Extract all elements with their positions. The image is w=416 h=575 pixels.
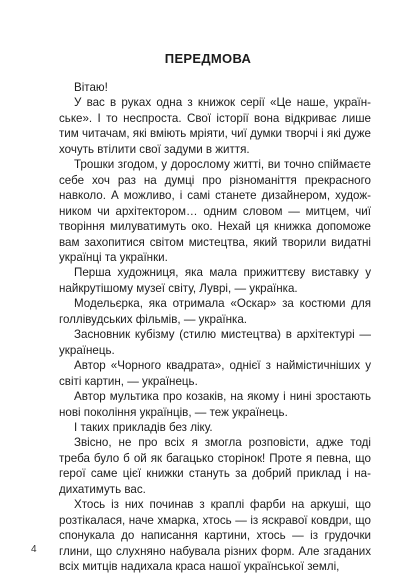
paragraph-heroes: Звісно, не про всіх я змогла розповісти, адже тоді треба було б ой як багацько сторінок! Проте я певна, що герої саме цієї книжки стануть за добрий приклад і надихатимуть вас. [59, 436, 371, 496]
paragraph-cubism-founder: Засновник кубізму (стилю мистецтва) в архітектурі — українець. [59, 328, 371, 357]
paragraph-greeting: Вітаю! [74, 81, 108, 94]
paragraph-cartoon-author: Автор мультика про козаків, на якому і нині зростають нові покоління українців, — теж українець. [59, 390, 371, 419]
paragraph-fashion-designer: Модельєрка, яка отримала «Оскар» за костюми для голлівудських фільмів, — українка. [59, 297, 371, 326]
foreword-text [59, 80, 371, 575]
paragraph-beginnings: Хтось із них починав з краплі фарби на аркуші, що розтікалася, наче хмарка, хтось — із яскравої ковдри, що спонукала до написання картини, хтось — із грудочки глини, що слухняно набувала різних форм. Але згаданих всіх митців надихала краса нашої української землі, [59, 498, 371, 574]
paragraph-adult-life: Трошки згодом, у дорослому житті, ви точно спіймаєте себе хоч раз на думці про різноманіття прекрасного навколо. А можливо, і самі станете дизайнером, художником чи архітектором… одним словом — митцем, чиї творіння милуватимуть око. Нехай ця книжка допоможе вам захопитися світом мистецтва, який творили видатні українці та українки. [59, 158, 371, 264]
paragraph-black-square: Автор «Чорного квадрата», однієї з найміcтичніших у світі картин, — українець. [59, 359, 371, 388]
paragraph-many-examples: І таких прикладів без ліку. [74, 420, 213, 434]
paragraph-series-intro: У вас в руках одна з книжок серії «Це наше, українське». І то неспроста. Свої історії вона відкриває лише тим читачам, які вміють мріяти, чиї думки творчі і які дуже хочуть втілити свої задуми в життя. [59, 96, 371, 156]
paragraph-first-artist: Перша художниця, яка мала прижиттєву виставку у найкрутішому музеї світу, Луврі, — українка. [59, 266, 371, 295]
page-title: ПЕРЕДМОВА [164, 51, 252, 66]
page-number: 4 [31, 544, 37, 555]
